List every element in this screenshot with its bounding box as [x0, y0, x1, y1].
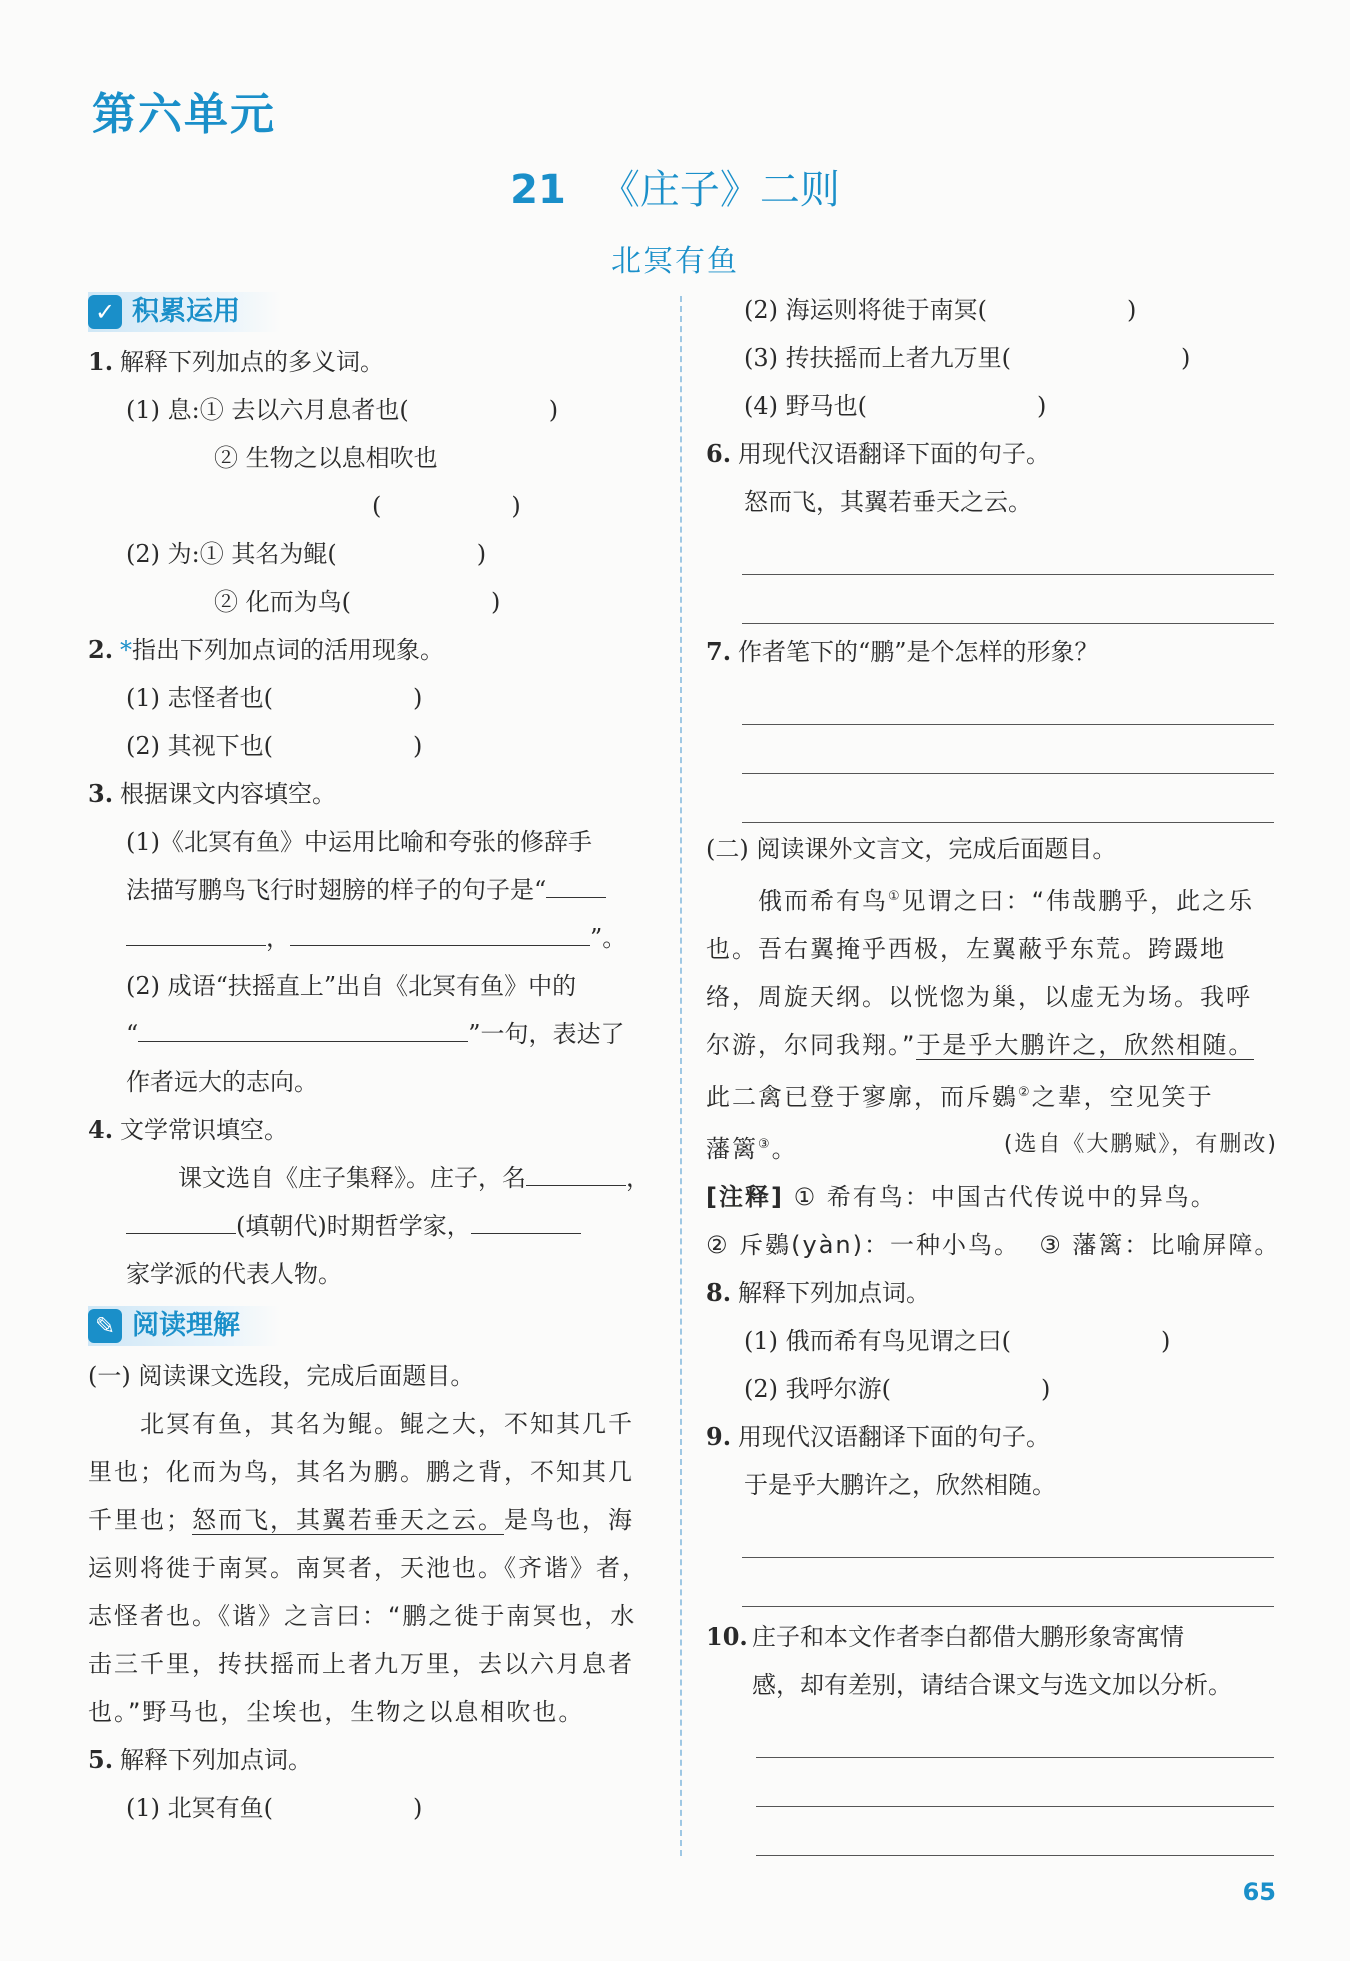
underlined-sentence: 怒而飞，其翼若垂天之云。	[192, 1506, 504, 1534]
source-citation: (选自《大鹏赋》，有删改)	[1003, 1132, 1278, 1157]
q5-item-3: (3) 抟扶摇而上者九万里( )	[744, 344, 1191, 372]
q5-item-1: (1) 北冥有鱼( )	[126, 1794, 423, 1822]
lesson-subtitle: 北冥有鱼	[611, 244, 739, 279]
q2-item-2: (2) 其视下也( )	[126, 732, 423, 760]
answer-blank[interactable]	[526, 1155, 626, 1186]
answer-blank[interactable]	[138, 1011, 468, 1042]
q2-stem: 2. *指出下列加点词的活用现象。	[88, 635, 444, 664]
q6-stem: 6. 用现代汉语翻译下面的句子。	[706, 439, 1050, 468]
answer-line[interactable]	[756, 1807, 1274, 1856]
answer-line[interactable]	[742, 725, 1274, 774]
page-number: 65	[1242, 1878, 1276, 1906]
q9-sentence: 于是乎大鹏许之，欣然相随。	[744, 1471, 1056, 1499]
section-badge	[88, 292, 280, 332]
q3-p2-l3: 作者远大的志向。	[126, 1068, 318, 1096]
q3-p1-l2: 法描写鹏鸟飞行时翅膀的样子的句子是“	[88, 866, 658, 914]
passage-1: 北冥有鱼，其名为鲲。鲲之大，不知其几千 里也；化而为鸟，其名为鹏。鹏之背，不知其几 千里也；怒而飞，其翼若垂天之云。是鸟也，海 运则将徙于南冥。南冥者，天池也。《齐谐》者， 志怪者也。《谐》之言曰：“鹏之徙于南冥也，水 击三千里，抟扶摇而上者九万里，去以六月息者 也。”野马也，尘埃也，生物之以息相吹也。	[88, 1410, 648, 1726]
q5-item-4: (4) 野马也( )	[744, 392, 1047, 420]
underlined-sentence: 于是乎大鹏许之，欣然相随。	[916, 1031, 1255, 1059]
check-note-icon: ✓	[88, 295, 122, 329]
q1-item-4: ② 化而为鸟( )	[214, 588, 501, 616]
q8-stem: 8. 解释下列加点词。	[706, 1278, 930, 1307]
pencil-note-icon: ✎	[88, 1309, 122, 1343]
answer-blank[interactable]	[126, 1203, 236, 1234]
note-1: [注释] ① 希有鸟：中国古代传说中的异鸟。	[706, 1183, 1217, 1211]
right-column	[706, 286, 1281, 1856]
answer-blank[interactable]	[290, 915, 590, 946]
q1-item-3: (2) 为:① 其名为鲲( )	[126, 540, 487, 568]
q8-item-2: (2) 我呼尔游( )	[744, 1375, 1051, 1403]
answer-line[interactable]	[756, 1709, 1274, 1758]
q1-stem: 1. 解释下列加点的多义词。	[88, 347, 384, 376]
q6-sentence: 怒而飞，其翼若垂天之云。	[744, 488, 1032, 516]
unit-title: 第六单元	[92, 89, 276, 140]
q4-stem: 4. 文学常识填空。	[88, 1115, 288, 1144]
part1-intro: (一) 阅读课文选段，完成后面题目。	[88, 1362, 475, 1390]
answer-blank[interactable]	[471, 1203, 581, 1234]
answer-line[interactable]	[756, 1758, 1274, 1807]
q8-item-1: (1) 俄而希有鸟见谓之曰( )	[744, 1327, 1171, 1355]
q4-l1: 课文选自《庄子集释》。庄子，名 ，	[88, 1154, 658, 1202]
lesson-number: 21	[510, 167, 566, 213]
q1-item-2-answer: ( )	[372, 492, 521, 520]
lesson-title	[0, 158, 1350, 215]
q3-p2-l1: (2) 成语“扶摇直上”出自《北冥有鱼》中的	[126, 972, 577, 1000]
answer-line[interactable]	[742, 1509, 1274, 1558]
q1-item-1: (1) 息:① 去以六月息者也( )	[126, 396, 559, 424]
q3-p1-l1: (1)《北冥有鱼》中运用比喻和夸张的修辞手	[126, 828, 592, 856]
q5-item-2: (2) 海运则将徙于南冥( )	[744, 296, 1137, 324]
q9-stem: 9. 用现代汉语翻译下面的句子。	[706, 1422, 1050, 1451]
q3-p1-l3: ， ”。	[88, 914, 658, 962]
q1-item-2: ② 生物之以息相吹也	[214, 444, 438, 472]
q3-p2-l2: “ ”一句，表达了	[88, 1010, 658, 1058]
left-column	[88, 290, 658, 1832]
answer-line[interactable]	[742, 526, 1274, 575]
section-badge	[88, 1306, 280, 1346]
answer-line[interactable]	[742, 575, 1274, 624]
q2-item-1: (1) 志怪者也( )	[126, 684, 423, 712]
lesson-name: 《庄子》二则	[599, 167, 840, 213]
answer-line[interactable]	[742, 774, 1274, 823]
answer-blank[interactable]	[126, 915, 266, 946]
section-accumulate	[88, 290, 658, 334]
part2-intro: (二) 阅读课外文言文，完成后面题目。	[706, 835, 1117, 863]
q10-stem: 10. 庄子和本文作者李白都借大鹏形象寄寓情	[706, 1622, 1184, 1651]
section-reading-label: 阅读理解	[132, 1310, 240, 1341]
answer-line[interactable]	[742, 1558, 1274, 1607]
q4-l3: 家学派的代表人物。	[126, 1260, 342, 1288]
q5-stem: 5. 解释下列加点词。	[88, 1745, 312, 1774]
column-divider	[680, 296, 682, 1856]
passage-2: 俄而希有鸟①见谓之曰：“伟哉鹏乎，此之乐 也。吾右翼掩乎西极，左翼蔽乎东荒。跨蹑地 络，周旋天纲。以恍惚为巢，以虚无为场。我呼 尔游，尔同我翔。”于是乎大鹏许之，欣然相随。 此二禽已登于寥廓，而斥鷃②之辈，空见笑于 藩篱③。 (选自《大鹏赋》，有删改)	[706, 873, 1278, 1173]
q3-stem: 3. 根据课文内容填空。	[88, 779, 336, 808]
section-reading	[88, 1304, 658, 1348]
answer-blank[interactable]	[546, 867, 606, 898]
q4-l2: (填朝代)时期哲学家，	[88, 1202, 658, 1250]
note-2-3: ② 斥鷃(yàn)：一种小鸟。 ③ 藩篱：比喻屏障。	[706, 1231, 1281, 1259]
answer-line[interactable]	[742, 676, 1274, 725]
q7-stem: 7. 作者笔下的“鹏”是个怎样的形象？	[706, 637, 1099, 666]
q10-stem-2: 感，却有差别，请结合课文与选文加以分析。	[752, 1671, 1232, 1699]
section-accumulate-label: 积累运用	[132, 296, 240, 327]
